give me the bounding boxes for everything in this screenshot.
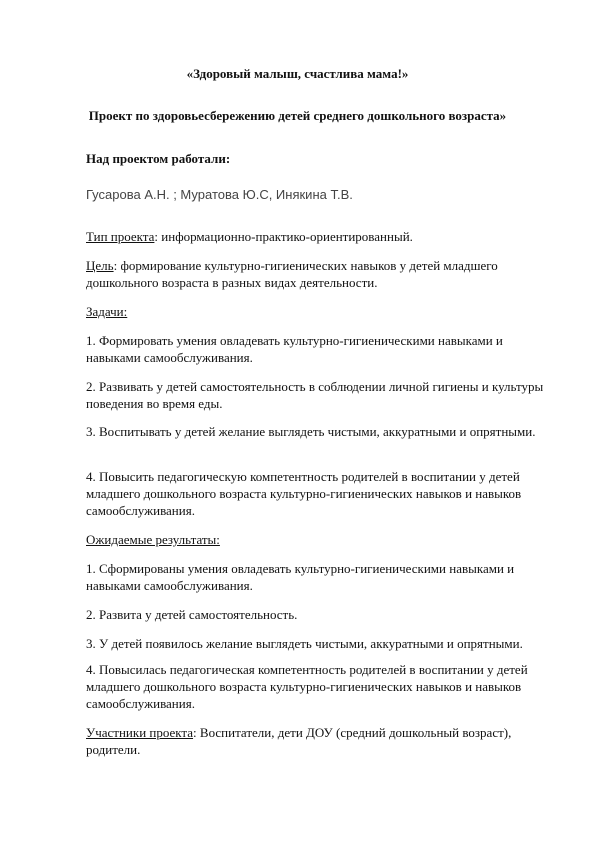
result-item: 2. Развита у детей самостоятельность. bbox=[86, 607, 298, 622]
task-item: 1. Формировать умения овладевать культурно-гигиеническими навыками и навыками самообслуживания. bbox=[86, 333, 503, 365]
goal-text: : формирование культурно-гигиенических навыков у детей младшего дошкольного возраста в разных видах деятельности. bbox=[86, 258, 498, 290]
project-type bbox=[86, 228, 548, 245]
task-item: 4. Повысить педагогическую компетентность родителей в воспитании у детей младшего дошкольного возраста культурно-гигиенических навыков и навыков самообслуживания. bbox=[86, 469, 522, 518]
participants-text: : Воспитатели, дети ДОУ (средний дошкольный возраст), родители. bbox=[86, 725, 512, 757]
document-subtitle: Проект по здоровьесбережению детей среднего дошкольного возраста» bbox=[88, 108, 507, 123]
result-item: 3. У детей появилось желание выглядеть чистыми, аккуратными и опрятными. bbox=[86, 636, 523, 651]
type-label: Тип проекта bbox=[86, 229, 155, 244]
tasks-label: Задачи: bbox=[86, 304, 128, 319]
type-text: : информационно-практико-ориентированный. bbox=[154, 229, 413, 244]
task-item: 3. Воспитывать у детей желание выглядеть чистыми, аккуратными и опрятными. bbox=[86, 424, 536, 439]
result-item: 1. Сформированы умения овладевать культурно-гигиеническими навыками и навыками самообслуживания. bbox=[86, 561, 515, 593]
goal-label: Цель bbox=[86, 258, 114, 273]
participants-label: Участники проекта bbox=[86, 725, 194, 740]
worked-label: Над проектом работали: bbox=[86, 151, 231, 166]
participants bbox=[86, 724, 548, 758]
result-item: 4. Повысилась педагогическая компетентность родителей в воспитании у детей младшего дошкольного возраста культурно-гигиенических навыков и навыков самообслуживания. bbox=[86, 662, 528, 711]
task-item: 2. Развивать у детей самостоятельность в соблюдении личной гигиены и культуры поведения во время еды. bbox=[86, 379, 544, 411]
authors: Гусарова А.Н. ; Муратова Ю.С, Инякина Т.В. bbox=[86, 187, 353, 202]
document-title: «Здоровый малыш, счастлива мама!» bbox=[186, 66, 409, 81]
results-label: Ожидаемые результаты: bbox=[86, 532, 220, 547]
project-goal bbox=[86, 257, 548, 291]
